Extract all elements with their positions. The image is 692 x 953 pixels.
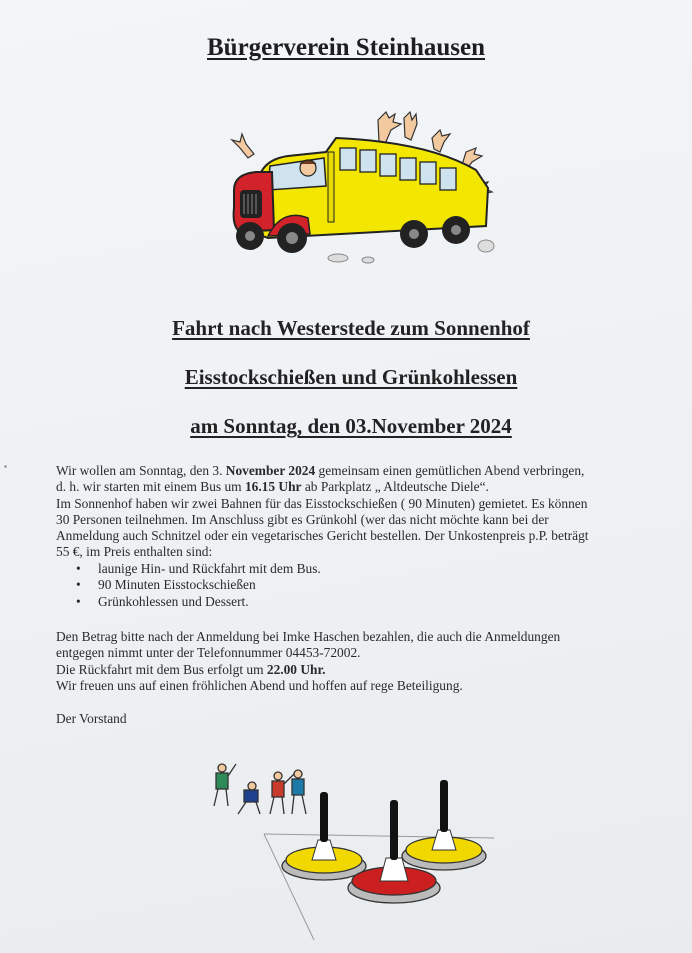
start-time-bold: 16.15 Uhr [244,479,302,495]
heading-trip: Fahrt nach Westerstede zum Sonnenhof [172,316,530,340]
date-bold: November 2024 [225,463,316,478]
person-figure [214,764,236,806]
line: entgegen nimmt unter der Telefonnummer 04453-72002. [56,645,361,661]
line [56,463,656,479]
text: Die Rückfahrt mit dem Bus erfolgt um [56,661,267,677]
text: d. h. wir starten mit einem Bus um [56,479,245,495]
payment-paragraph [56,629,656,694]
intro-paragraph [56,463,656,561]
person-figure [238,782,260,814]
line: Im Sonnenhof haben wir zwei Bahnen für das Eisstockschießen ( 90 Minuten) gemietet. Es können [56,495,588,511]
signature: Der Vorstand [56,711,127,726]
line: Wir freuen uns auf einen fröhlichen Abend und hoffen auf rege Beteiligung. [56,677,463,693]
list-item: • launige Hin- und Rückfahrt mit dem Bus. [76,561,576,577]
margin-mark: ▪ [4,462,7,471]
person-figure [270,772,294,814]
bus-illustration [228,108,498,268]
list-item: • 90 Minuten Eisstockschießen [76,577,576,593]
person-figure [292,770,306,814]
heading-date: am Sonntag, den 03.November 2024 [190,414,512,438]
included-list [76,561,576,610]
line: Anmeldung auch Schnitzel oder ein vegetarisches Gericht bestellen. Der Unkostenpreis p.P. beträgt [56,528,589,544]
line [56,479,656,495]
curling-illustration [204,760,504,950]
line: Den Betrag bitte nach der Anmeldung bei Imke Haschen bezahlen, die auch die Anmeldungen [56,629,561,644]
text: ab Parkplatz „ Altdeutsche Diele“. [301,479,489,495]
line: 55 €, im Preis enthalten sind: [56,544,213,560]
line [56,662,656,678]
return-time-bold: 22.00 Uhr. [266,661,326,677]
text: Wir wollen am Sonntag, den 3. [56,463,226,478]
page-title: Bürgerverein Steinhausen [206,34,485,61]
curling-stone-yellow [402,780,486,870]
text: gemeinsam einen gemütlichen Abend verbringen, [315,463,585,478]
list-item: • Grünkohlessen und Dessert. [76,594,576,610]
line: 30 Personen teilnehmen. Im Anschluss gibt es Grünkohl (wer das nicht möchte kann bei der [56,511,549,527]
heading-activities: Eisstockschießen und Grünkohlessen [184,365,518,389]
